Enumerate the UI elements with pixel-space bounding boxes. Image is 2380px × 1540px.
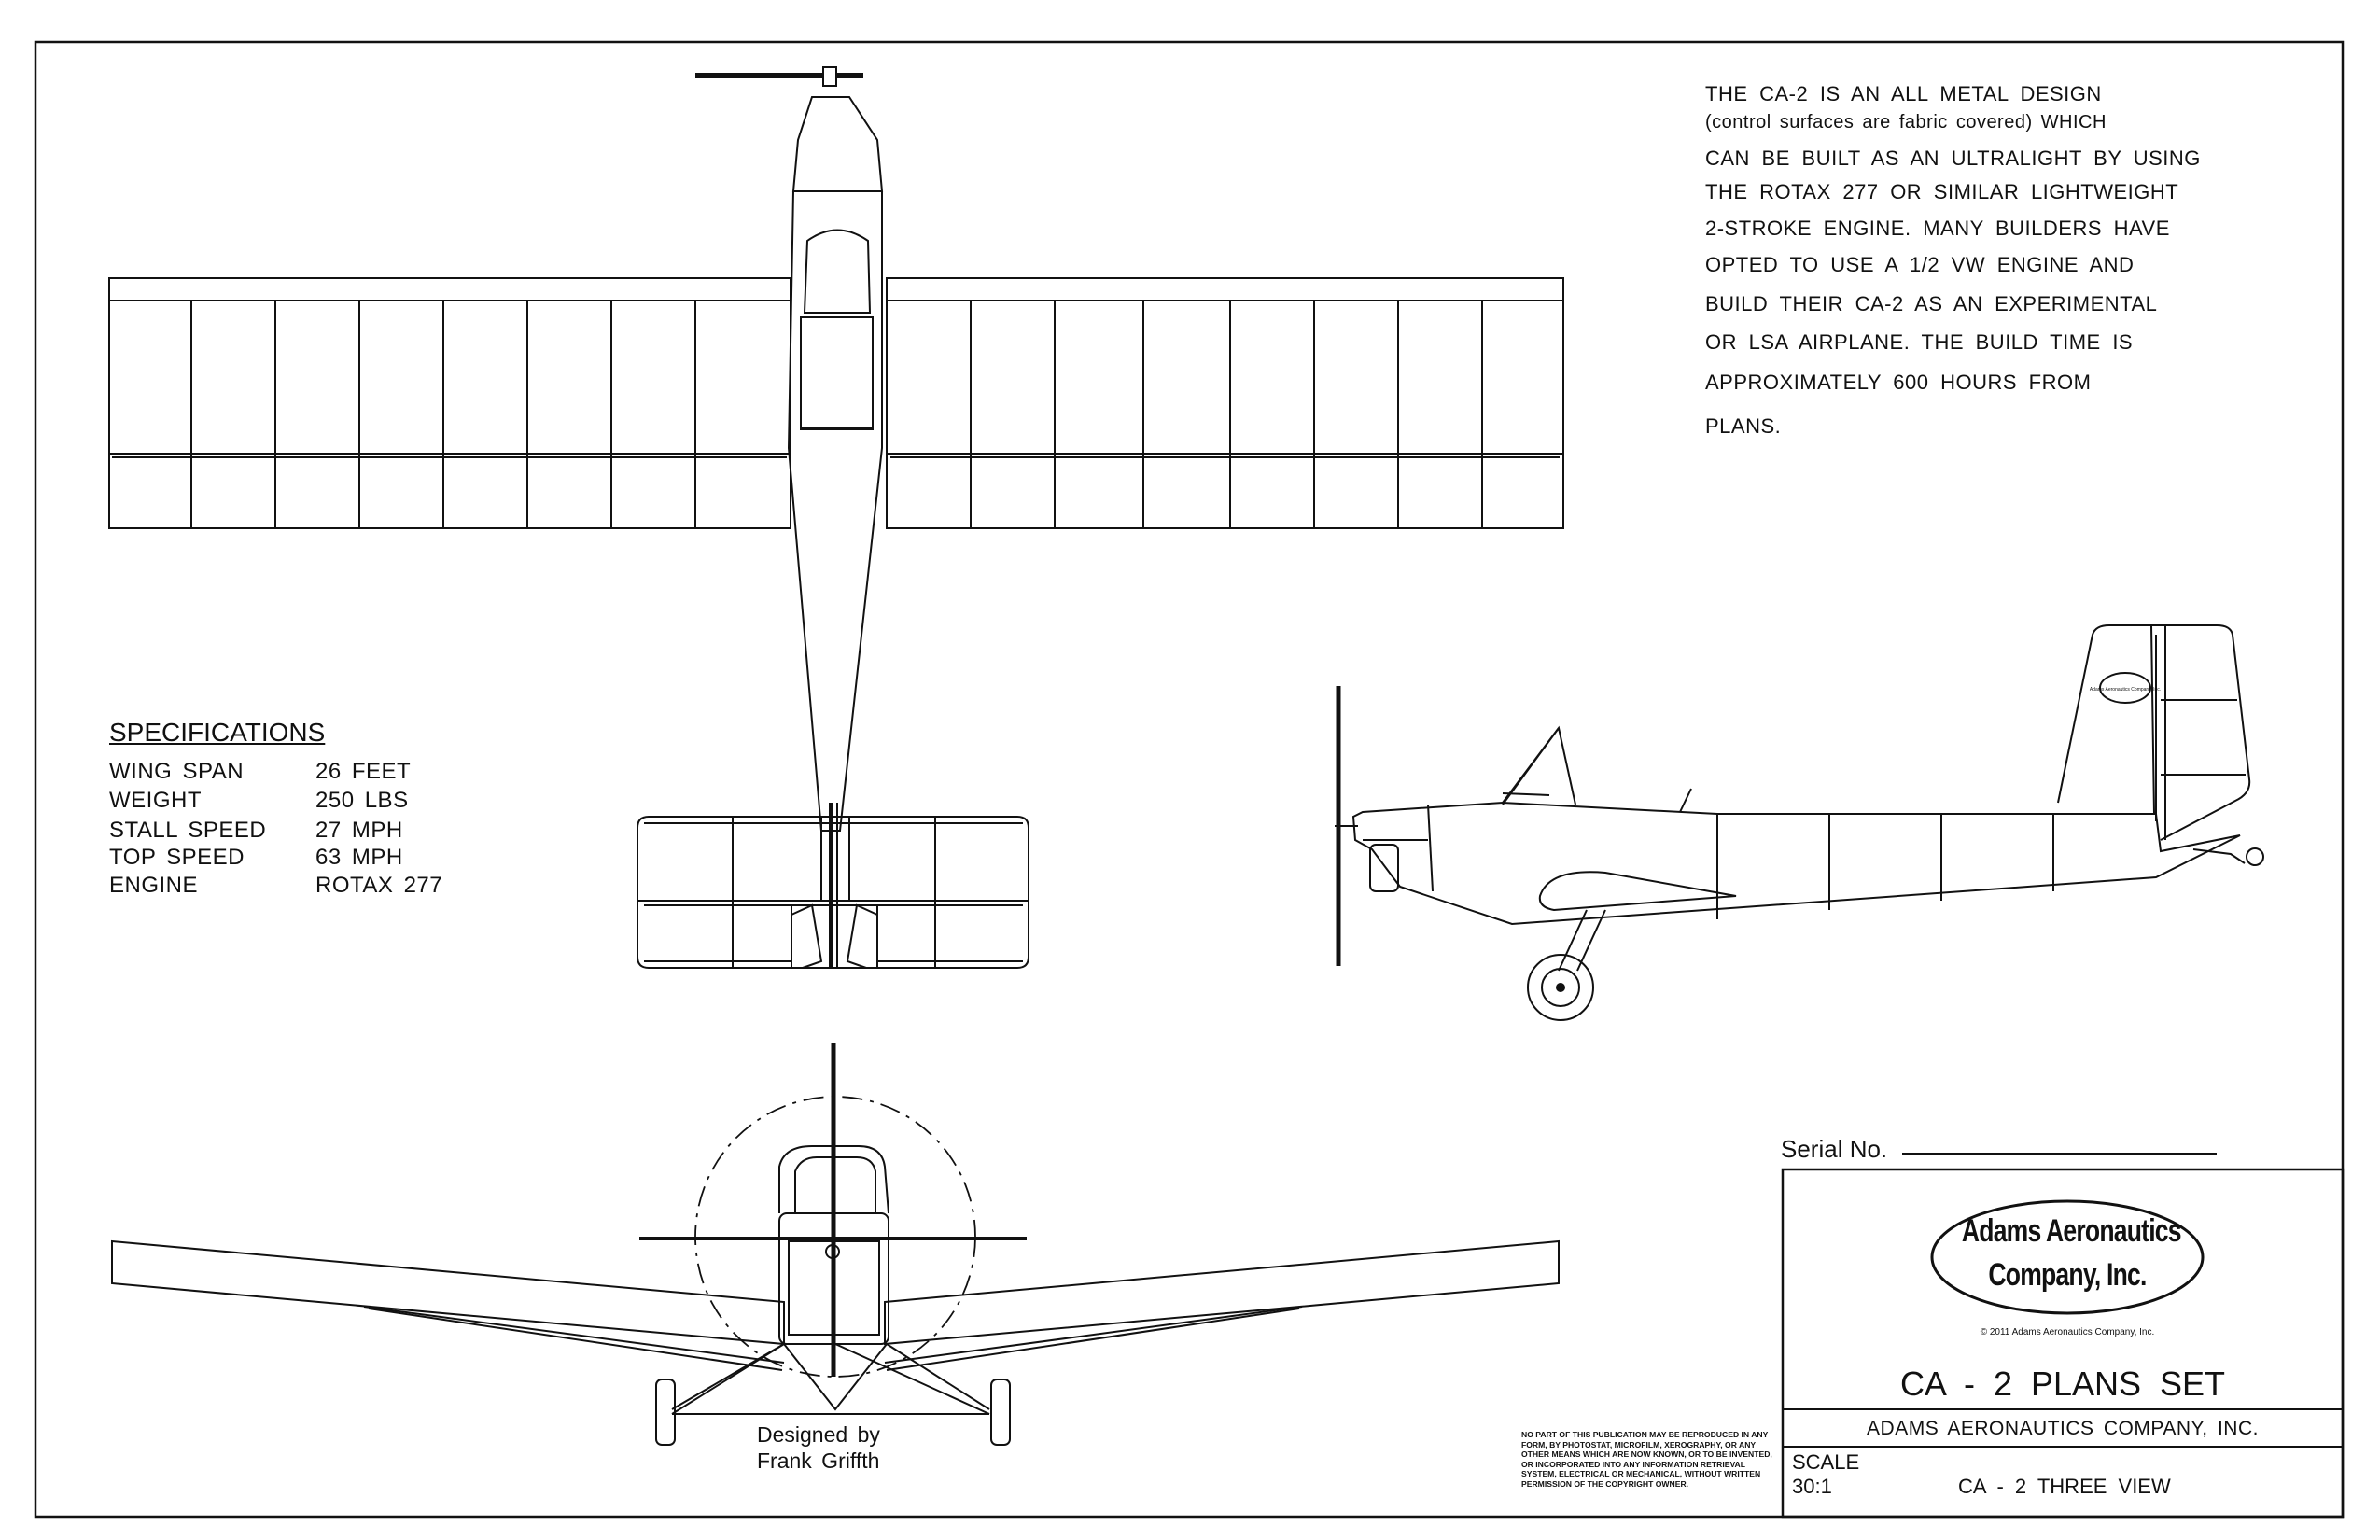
spec-value: 27 MPH <box>315 818 403 843</box>
plans-title: CA - 2 PLANS SET <box>1899 1365 2226 1403</box>
view-name: CA - 2 THREE VIEW <box>1958 1475 2171 1498</box>
company-name: ADAMS AERONAUTICS COMPANY, INC. <box>1867 1418 2259 1439</box>
legal-notice: NO PART OF THIS PUBLICATION MAY BE REPRODUCED IN ANY FORM, BY PHOTOSTAT, MICROFILM, XEROGRAPHY, OR ANY OTHER MEANS WHICH ARE NOW KNOWN, OR TO BE INVENTED, OR INCORPORATED INTO ANY INFORMATION RETRIEVAL SYSTEM, ELECTRICAL OR MECHANICAL, WITHOUT WRITTEN PERMISSION OF THE COPYRIGHT OWNER. <box>1521 1430 1772 1489</box>
logo-text-line1: Adams Aeronautics <box>1961 1213 2181 1249</box>
description-line: OPTED TO USE A 1/2 VW ENGINE AND <box>1705 253 2135 276</box>
spec-label: STALL SPEED <box>109 818 267 843</box>
designer-name: Frank Griffth <box>757 1449 880 1473</box>
left-wing <box>109 278 791 528</box>
description-line: (control surfaces are fabric covered) WHICH <box>1705 112 2107 133</box>
scale-label: SCALE <box>1792 1450 1860 1474</box>
side-view-drawing <box>1335 625 2263 1020</box>
serial-label: Serial No. <box>1781 1135 1888 1163</box>
scale-value: 30:1 <box>1792 1475 1832 1498</box>
description-line: THE ROTAX 277 OR SIMILAR LIGHTWEIGHT <box>1705 180 2179 203</box>
designer-credit: Designed by <box>757 1422 880 1447</box>
vertical-tail <box>2058 625 2263 865</box>
copyright-text: © 2011 Adams Aeronautics Company, Inc. <box>1980 1327 2155 1337</box>
description-line: BUILD THEIR CA-2 AS AN EXPERIMENTAL <box>1705 292 2158 315</box>
spec-label: TOP SPEED <box>109 845 245 870</box>
right-wing <box>887 278 1563 528</box>
spec-label: WEIGHT <box>109 788 202 813</box>
side-view-badge-text: Adams Aeronautics Company, Inc. <box>2089 687 2162 693</box>
description-line: OR LSA AIRPLANE. THE BUILD TIME IS <box>1705 330 2134 354</box>
front-view-drawing <box>112 1043 1559 1445</box>
logo-text-line2: Company, Inc. <box>1988 1257 2147 1293</box>
description-line: APPROXIMATELY 600 HOURS FROM <box>1705 371 2092 394</box>
description-line: CAN BE BUILT AS AN ULTRALIGHT BY USING <box>1705 147 2201 170</box>
description-line: PLANS. <box>1705 414 1782 438</box>
spec-label: ENGINE <box>109 873 199 898</box>
description-line: THE CA-2 IS AN ALL METAL DESIGN <box>1705 82 2102 105</box>
spec-value: 250 LBS <box>315 788 409 813</box>
specifications-heading: SPECIFICATIONS <box>109 718 326 747</box>
spec-label: WING SPAN <box>109 759 245 784</box>
spec-value: 63 MPH <box>315 845 403 870</box>
horizontal-tail <box>637 803 1029 968</box>
description-line: 2-STROKE ENGINE. MANY BUILDERS HAVE <box>1705 217 2170 240</box>
spec-value: 26 FEET <box>315 759 412 784</box>
spec-value: ROTAX 277 <box>315 873 443 898</box>
